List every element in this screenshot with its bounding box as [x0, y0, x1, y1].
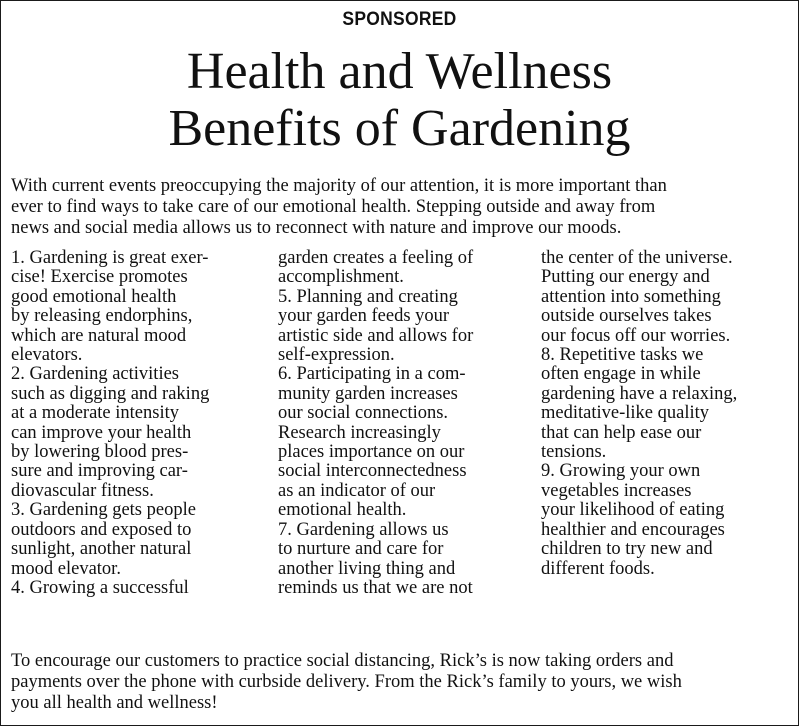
headline	[1, 43, 798, 157]
column-line: 2. Gardening activities	[11, 364, 179, 385]
column-line: outdoors and exposed to	[11, 519, 192, 540]
column-line: mood elevator.	[11, 558, 121, 579]
column-line: Research increasingly	[278, 422, 441, 443]
closing-line: To encourage our customers to practice social distancing, Rick’s is now taking orders and	[11, 651, 674, 671]
column-line: such as digging and raking	[11, 383, 210, 404]
column-line: can improve your health	[11, 422, 192, 443]
column-line: 5. Planning and creating	[278, 286, 458, 307]
column-line: reminds us that we are not	[278, 577, 473, 598]
column-line: your garden feeds your	[278, 306, 450, 327]
sponsored-label: SPONSORED	[342, 9, 457, 30]
column-line: emotional health.	[278, 500, 407, 521]
column-line: as an indicator of our	[278, 480, 436, 501]
column-line: garden creates a feeling of	[278, 248, 474, 268]
column-line: social interconnectedness	[278, 461, 467, 482]
column-line: artistic side and allows for	[278, 325, 474, 346]
closing-line: payments over the phone with curbside delivery. From the Rick’s family to yours, we wish	[11, 672, 682, 692]
column-line: 4. Growing a successful	[11, 577, 189, 598]
column-line: vegetables increases	[541, 480, 692, 501]
column-line: cise! Exercise promotes	[11, 267, 188, 288]
column-line: which are natural mood	[11, 325, 187, 346]
column-line: often engage in while	[541, 364, 701, 385]
column-line: 1. Gardening is great exer-	[11, 248, 209, 268]
column-line: different foods.	[541, 558, 655, 579]
column-line: 7. Gardening allows us	[278, 519, 449, 540]
column-line: sure and improving car-	[11, 461, 188, 482]
column-line: gardening have a relaxing,	[541, 383, 738, 404]
text-column-3	[541, 249, 791, 579]
column-line: elevators.	[11, 345, 83, 366]
column-line: outside ourselves takes	[541, 306, 712, 327]
column-line: by lowering blood pres-	[11, 442, 189, 463]
intro-line: ever to find ways to take care of our emotional health. Stepping outside and away from	[11, 197, 656, 217]
column-line: 9. Growing your own	[541, 461, 701, 482]
column-line: 8. Repetitive tasks we	[541, 345, 704, 366]
column-line: the center of the universe.	[541, 248, 733, 268]
column-line: at a moderate intensity	[11, 403, 179, 424]
headline-line: Benefits of Gardening	[168, 100, 631, 157]
column-line: that can help ease our	[541, 422, 702, 443]
column-line: self-expression.	[278, 345, 395, 366]
column-line: healthier and encourages	[541, 519, 725, 540]
column-line: Putting our energy and	[541, 267, 710, 288]
column-line: children to try new and	[541, 539, 713, 560]
column-line: our social connections.	[278, 403, 449, 424]
intro-line: news and social media allows us to reconnect with nature and improve our moods.	[11, 218, 622, 238]
column-line: 3. Gardening gets people	[11, 500, 196, 521]
column-line: good emotional health	[11, 286, 177, 307]
text-column-1	[11, 249, 256, 598]
closing-paragraph	[11, 651, 791, 714]
column-line: munity garden increases	[278, 383, 458, 404]
text-column-2	[278, 249, 523, 598]
column-line: sunlight, another natural	[11, 539, 192, 560]
headline-line: Health and Wellness	[186, 43, 613, 100]
column-line: attention into something	[541, 286, 721, 307]
column-line: to nurture and care for	[278, 539, 444, 560]
column-line: by releasing endorphins,	[11, 306, 193, 327]
column-line: another living thing and	[278, 558, 456, 579]
intro-line: With current events preoccupying the majority of our attention, it is more important than	[11, 176, 667, 196]
column-line: diovascular fitness.	[11, 480, 154, 501]
column-line: your likelihood of eating	[541, 500, 725, 521]
column-line: places importance on our	[278, 442, 465, 463]
column-line: our focus off our worries.	[541, 325, 731, 346]
column-line: meditative-like quality	[541, 403, 709, 424]
column-line: accomplishment.	[278, 267, 404, 288]
column-line: 6. Participating in a com-	[278, 364, 466, 385]
closing-line: you all health and wellness!	[11, 693, 218, 713]
intro-paragraph	[11, 176, 791, 239]
column-line: tensions.	[541, 442, 607, 463]
